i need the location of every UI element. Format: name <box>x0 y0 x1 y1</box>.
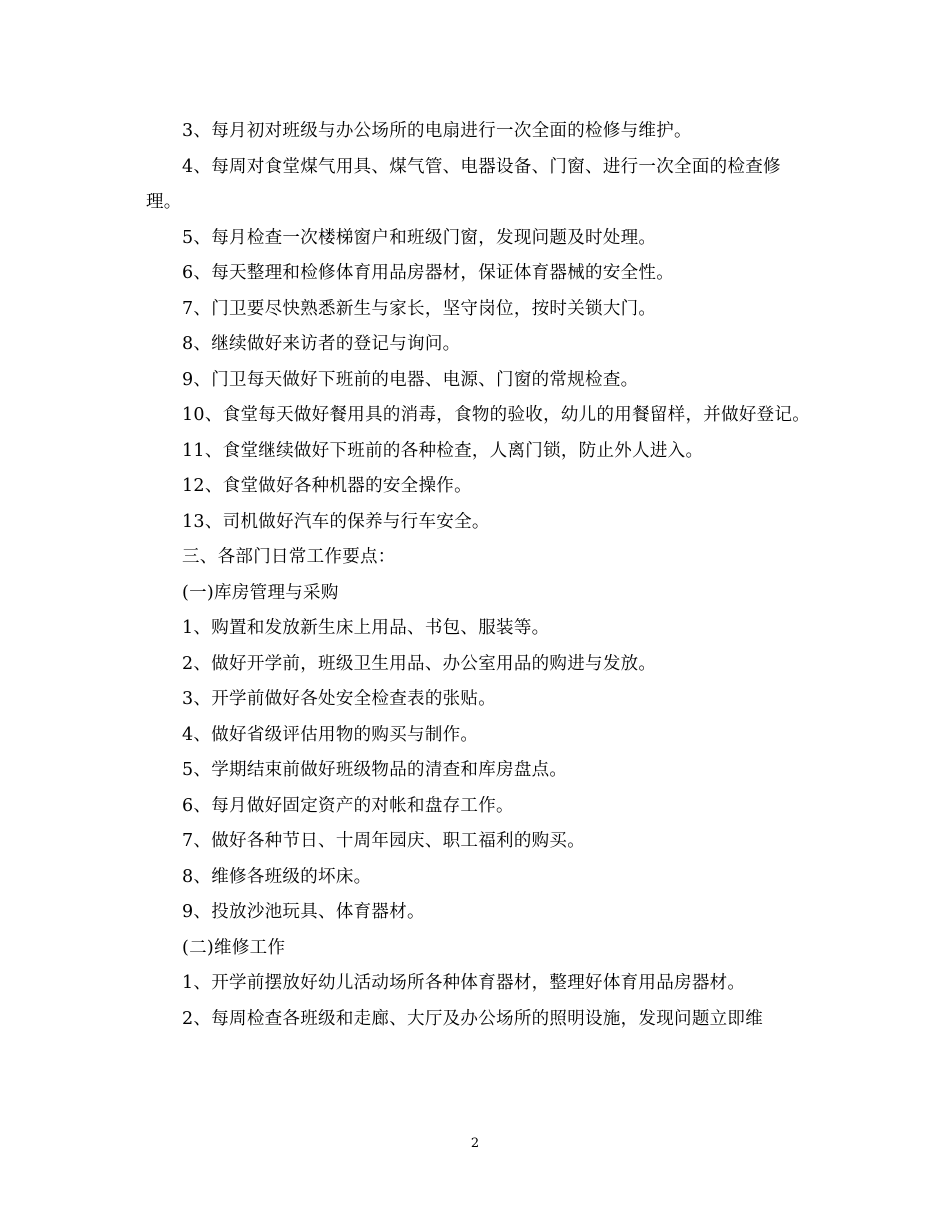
paragraph: 10、食堂每天做好餐用具的消毒，食物的验收，幼儿的用餐留样，并做好登记。 <box>182 405 811 425</box>
paragraph: 1、开学前摆放好幼儿活动场所各种体育器材，整理好体育用品房器材。 <box>182 973 746 993</box>
paragraph: 9、投放沙池玩具、体育器材。 <box>182 902 425 922</box>
paragraph: 12、食堂做好各种机器的安全操作。 <box>182 476 472 496</box>
page-number: 2 <box>470 1136 480 1151</box>
paragraph: 3、开学前做好各处安全检查表的张贴。 <box>182 689 497 709</box>
paragraph: 4、做好省级评估用物的购买与制作。 <box>182 724 479 745</box>
paragraph: 7、做好各种节日、十周年园庆、职工福利的购买。 <box>182 831 586 851</box>
document-body <box>146 114 816 1037</box>
paragraph: 3、每月初对班级与办公场所的电扇进行一次全面的检修与维护。 <box>182 121 692 141</box>
paragraph: 11、食堂继续做好下班前的各种检查，人离门锁，防止外人进入。 <box>182 440 704 461</box>
paragraph: 2、每周检查各班级和走廊、大厅及办公场所的照明设施，发现问题立即维 <box>182 1008 764 1029</box>
paragraph: 6、每月做好固定资产的对帐和盘存工作。 <box>182 795 514 816</box>
paragraph: 2、做好开学前，班级卫生用品、办公室用品的购进与发放。 <box>182 653 657 674</box>
paragraph: 8、继续做好来访者的登记与询问。 <box>182 334 461 354</box>
paragraph: 1、购置和发放新生床上用品、书包、服装等。 <box>182 618 550 638</box>
subsection-heading: (二)维修工作 <box>182 937 286 958</box>
paragraph: 9、门卫每天做好下班前的电器、电源、门窗的常规检查。 <box>182 369 639 390</box>
paragraph: 7、门卫要尽快熟悉新生与家长，坚守岗位，按时关锁大门。 <box>182 298 657 319</box>
paragraph: 13、司机做好汽车的保养与行车安全。 <box>182 511 490 532</box>
paragraph: 6、每天整理和检修体育用品房器材，保证体育器械的安全性。 <box>182 263 675 283</box>
section-heading: 三、各部门日常工作要点： <box>182 547 396 567</box>
paragraph: 4、每周对食堂煤气用具、煤气管、电器设备、门窗、进行一次全面的检查修理。 <box>146 156 781 212</box>
paragraph: 5、每月检查一次楼梯窗户和班级门窗，发现问题及时处理。 <box>182 227 657 248</box>
paragraph: 5、学期结束前做好班级物品的清查和库房盘点。 <box>182 760 568 780</box>
subsection-heading: (一)库房管理与采购 <box>182 582 339 603</box>
paragraph: 8、维修各班级的坏床。 <box>182 866 372 887</box>
